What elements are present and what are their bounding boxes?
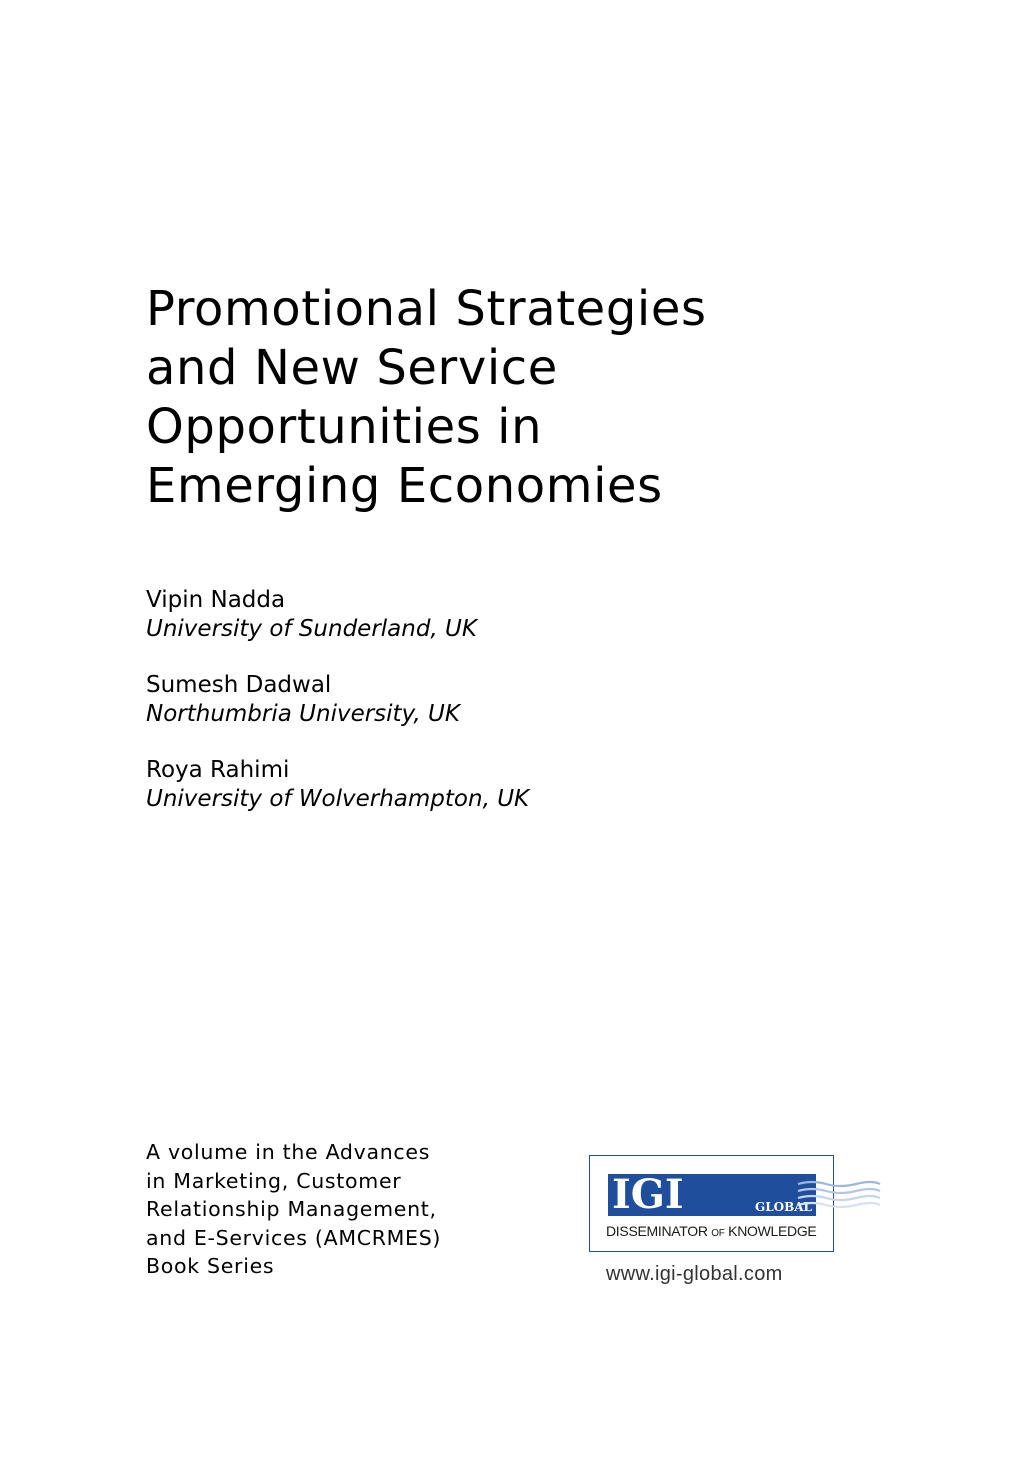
title-line: Emerging Economies xyxy=(146,458,663,514)
logo-text: IGI xyxy=(612,1171,684,1218)
series-line: Relationship Management, xyxy=(146,1197,437,1222)
author-name: Sumesh Dadwal xyxy=(146,672,332,698)
author-affiliation: University of Wolverhampton, UK xyxy=(146,786,530,812)
author-block xyxy=(146,671,746,729)
author-affiliation: Northumbria University, UK xyxy=(146,701,460,727)
series-line: Book Series xyxy=(146,1254,275,1279)
series-statement xyxy=(146,1138,546,1281)
title-line: and New Service xyxy=(146,340,558,396)
series-line: in Marketing, Customer xyxy=(146,1168,402,1193)
series-line: A volume in the Advances xyxy=(146,1140,431,1164)
title-line: Promotional Strategies xyxy=(146,281,707,337)
author-block xyxy=(146,586,746,644)
series-line: and E-Services (AMCRMES) xyxy=(146,1225,442,1250)
author-name: Roya Rahimi xyxy=(146,757,290,783)
author-block xyxy=(146,756,746,814)
tagline-part: OF xyxy=(711,1228,725,1239)
title-line: Opportunities in xyxy=(146,399,543,455)
author-affiliation: University of Sunderland, UK xyxy=(146,616,477,642)
publisher-logo xyxy=(589,1155,834,1252)
waves-icon xyxy=(740,1174,880,1214)
logo-tagline xyxy=(606,1223,816,1242)
logo-subtext: GLOBAL xyxy=(754,1200,812,1214)
tagline-part: KNOWLEDGE xyxy=(724,1223,817,1239)
book-title xyxy=(146,280,846,516)
author-name: Vipin Nadda xyxy=(146,587,286,613)
tagline-part: DISSEMINATOR xyxy=(606,1223,712,1239)
publisher-url[interactable]: www.igi-global.com xyxy=(606,1263,783,1285)
